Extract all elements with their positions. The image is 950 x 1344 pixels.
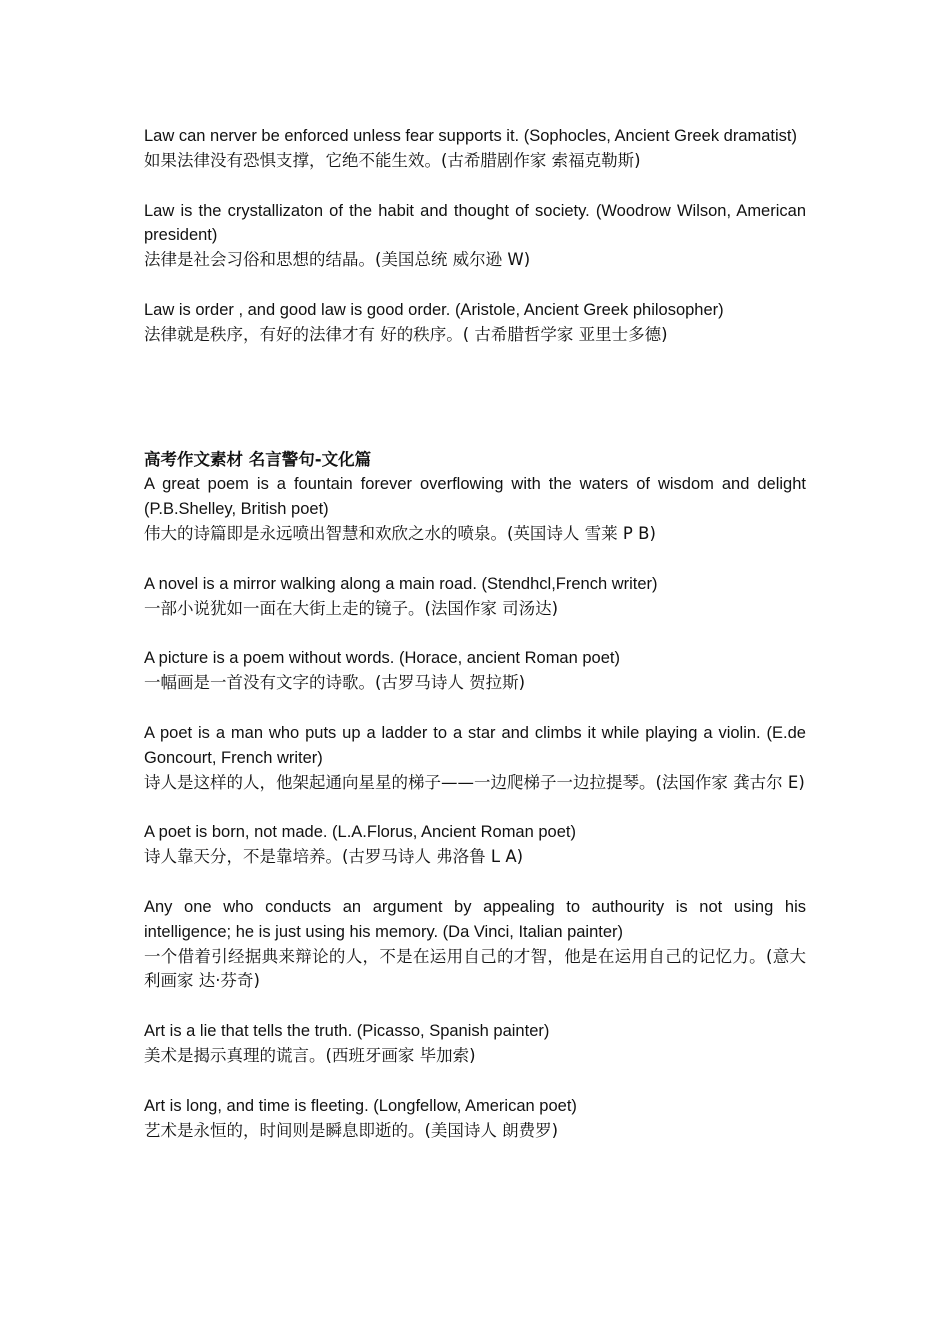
quote-english: A novel is a mirror walking along a main road. (Stendhcl,French writer) — [144, 574, 658, 593]
quote-english: A great poem is a fountain forever overflowing with the waters of wisdom and delight (P.B.Shelley, British poet) — [144, 475, 806, 519]
quote-law-3 — [144, 298, 806, 348]
quote-chinese: 伟大的诗篇即是永远喷出智慧和欢欣之水的喷泉。(英国诗人 雪莱 P B) — [144, 523, 656, 543]
quote-chinese: 如果法律没有恐惧支撑，它绝不能生效。(古希腊剧作家 索福克勒斯) — [144, 150, 641, 170]
quote-culture-2 — [144, 572, 806, 622]
quote-culture-6 — [144, 895, 806, 994]
quote-law-1 — [144, 124, 806, 174]
quote-chinese: 美术是揭示真理的谎言。(西班牙画家 毕加索) — [144, 1045, 476, 1065]
quote-chinese: 艺术是永恒的，时间则是瞬息即逝的。(美国诗人 朗费罗) — [144, 1120, 559, 1140]
quote-culture-4 — [144, 721, 806, 795]
quote-chinese: 诗人是这样的人，他架起通向星星的梯子——一边爬梯子一边拉提琴。(法国作家 龚古尔 E) — [144, 772, 805, 792]
quote-culture-3 — [144, 646, 806, 696]
quote-english: A poet is a man who puts up a ladder to a star and climbs it while playing a violin. (E.de Goncourt, French writer) — [144, 723, 806, 767]
section-heading: 高考作文素材 名言警句-文化篇 — [144, 449, 372, 469]
quote-chinese: 一部小说犹如一面在大街上走的镜子。(法国作家 司汤达) — [144, 598, 559, 618]
quote-english: A poet is born, not made. (L.A.Florus, Ancient Roman poet) — [144, 823, 576, 842]
quote-culture-1 — [144, 472, 806, 546]
quote-culture-8 — [144, 1094, 806, 1144]
quote-chinese: 法律就是秩序，有好的法律才有 好的秩序。( 古希腊哲学家 亚里士多德) — [144, 324, 668, 344]
quote-english: Art is a lie that tells the truth. (Picasso, Spanish painter) — [144, 1022, 550, 1041]
quote-chinese: 法律是社会习俗和思想的结晶。(美国总统 威尔逊 W) — [144, 250, 531, 270]
quote-law-2 — [144, 199, 806, 273]
quote-english: Any one who conducts an argument by appealing to authourity is not using his intelligence; he is just using his memory. (Da Vinci, Italian painter) — [144, 897, 806, 941]
quote-english: Art is long, and time is fleeting. (Longfellow, American poet) — [144, 1096, 577, 1115]
section-spacer — [144, 348, 806, 448]
document-page — [144, 124, 806, 1168]
quote-english: A picture is a poem without words. (Horace, ancient Roman poet) — [144, 649, 620, 668]
quote-chinese: 诗人靠天分，不是靠培养。(古罗马诗人 弗洛鲁 L A) — [144, 847, 524, 867]
quote-chinese: 一幅画是一首没有文字的诗歌。(古罗马诗人 贺拉斯) — [144, 673, 526, 693]
quote-english: Law is the crystallizaton of the habit and thought of society. (Woodrow Wilson, American president) — [144, 201, 806, 245]
quote-culture-5 — [144, 820, 806, 870]
quote-english: Law is order , and good law is good order. (Aristole, Ancient Greek philosopher) — [144, 300, 724, 319]
quote-culture-7 — [144, 1019, 806, 1069]
quote-chinese: 一个借着引经据典来辩论的人，不是在运用自己的才智，他是在运用自己的记忆力。(意大利画家 达·芬奇) — [144, 946, 806, 991]
quote-english: Law can nerver be enforced unless fear supports it. (Sophocles, Ancient Greek dramatist) — [144, 127, 797, 145]
